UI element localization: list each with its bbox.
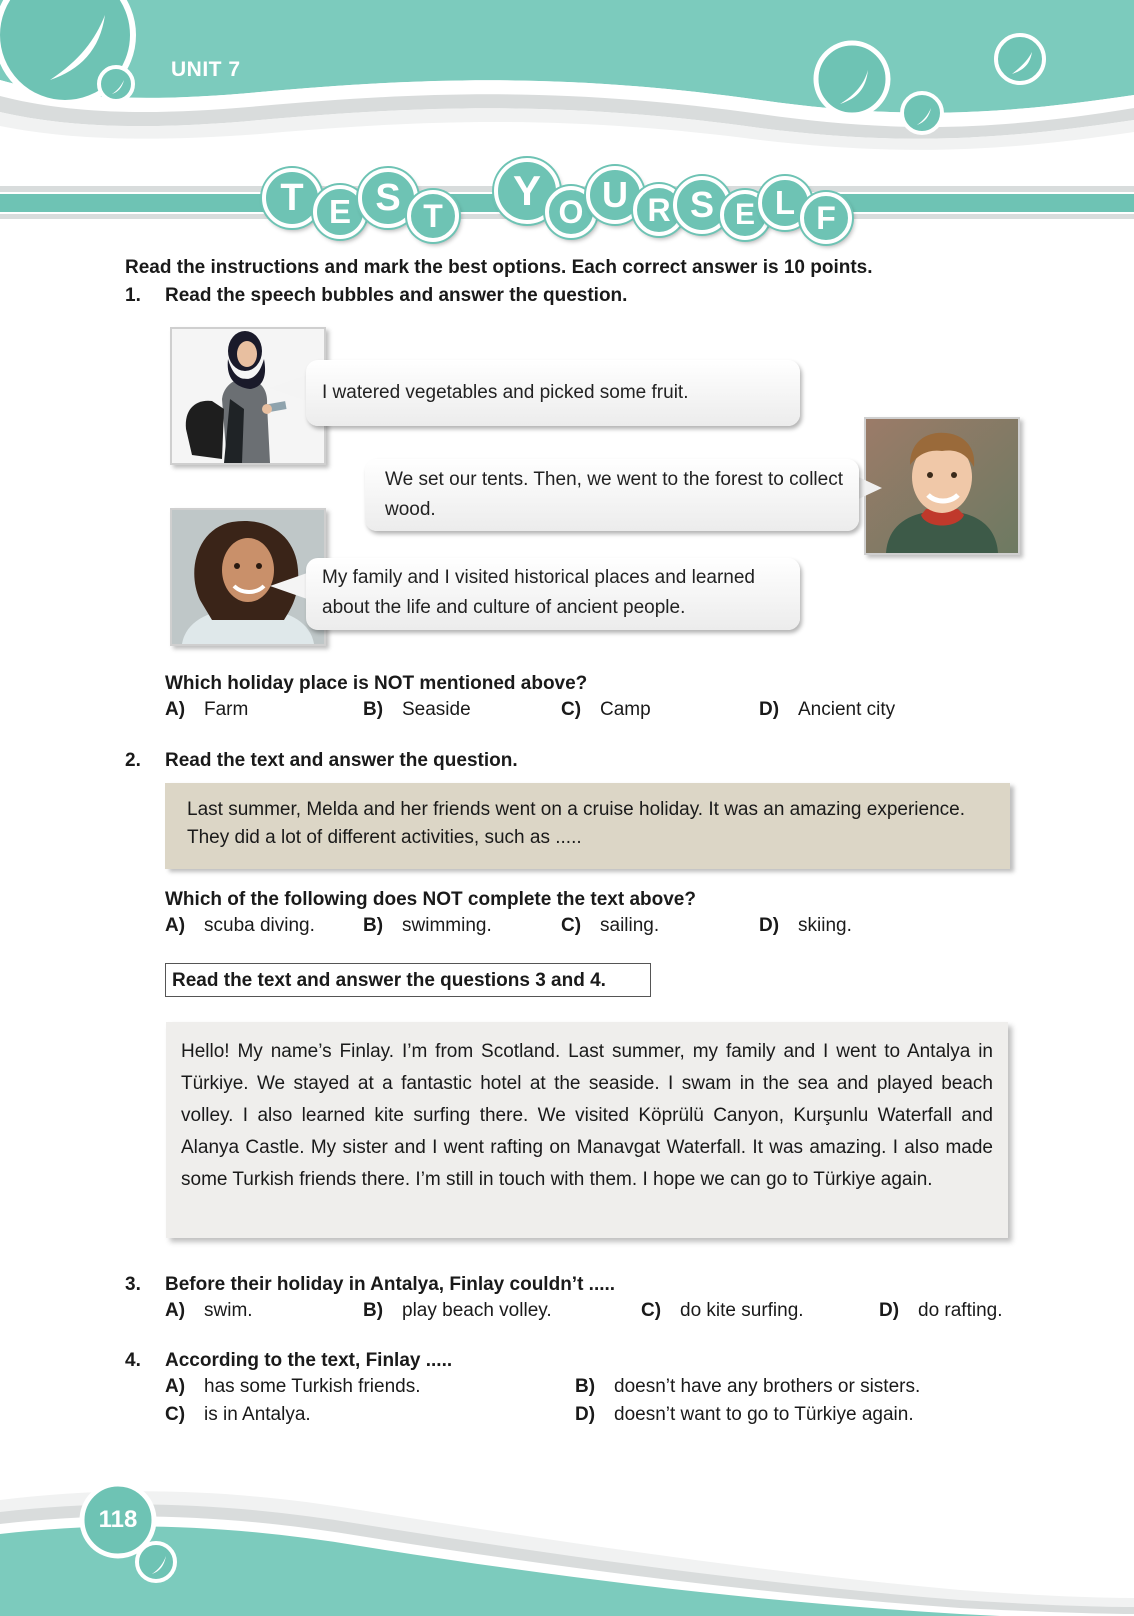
speech-bubble-1-text: I watered vegetables and picked some fruit.: [322, 382, 689, 403]
q2-option-a-letter[interactable]: A): [165, 915, 186, 936]
q4-option-c[interactable]: is in Antalya.: [204, 1404, 311, 1425]
q1-question: Which holiday place is NOT mentioned above?: [165, 673, 588, 694]
q2-option-d[interactable]: skiing.: [798, 915, 852, 936]
q1-option-d[interactable]: Ancient city: [798, 699, 896, 720]
q4-option-a[interactable]: has some Turkish friends.: [204, 1376, 421, 1397]
q3-number: 3.: [125, 1274, 141, 1295]
speech-bubble-3-text: My family and I visited historical places and learned about the life and culture of ancient people.: [322, 567, 755, 618]
title-letter: Y: [494, 158, 560, 224]
q1-option-b-letter[interactable]: B): [363, 699, 384, 720]
title-letter: T: [262, 168, 322, 228]
q2-passage-box: [165, 783, 1010, 869]
speech-bubble-2: [365, 459, 859, 531]
q3-option-b[interactable]: play beach volley.: [402, 1300, 552, 1321]
q4-option-b[interactable]: doesn’t have any brothers or sisters.: [614, 1376, 921, 1397]
q1-option-c-letter[interactable]: C): [561, 699, 582, 720]
q1-option-b[interactable]: Seaside: [402, 699, 471, 720]
instructions: Read the instructions and mark the best options. Each correct answer is 10 points.: [125, 257, 873, 278]
reading-passage-box: [166, 1022, 1008, 1238]
q4-option-b-letter[interactable]: B): [575, 1376, 596, 1397]
title-letter: U: [586, 166, 644, 224]
title-letter: T: [407, 190, 459, 242]
q1-option-a[interactable]: Farm: [204, 699, 249, 720]
q2-prompt: Read the text and answer the question.: [165, 750, 518, 771]
q1-option-a-letter[interactable]: A): [165, 699, 186, 720]
q1-prompt: Read the speech bubbles and answer the question.: [165, 285, 628, 306]
q1-option-d-letter[interactable]: D): [759, 699, 780, 720]
q4-option-d[interactable]: doesn’t want to go to Türkiye again.: [614, 1404, 914, 1425]
title-letter: L: [758, 176, 812, 230]
q2-number: 2.: [125, 750, 141, 771]
q2-option-d-letter[interactable]: D): [759, 915, 780, 936]
title-letter: E: [720, 190, 770, 240]
speech-bubble-1: [306, 360, 800, 426]
q3-option-a-letter[interactable]: A): [165, 1300, 186, 1321]
title-letter: S: [673, 176, 731, 234]
q4-option-c-letter[interactable]: C): [165, 1404, 186, 1425]
page-number: 118: [98, 1506, 138, 1533]
q3-question: Before their holiday in Antalya, Finlay couldn’t .....: [165, 1274, 616, 1295]
q2-question: Which of the following does NOT complete the text above?: [165, 889, 696, 910]
q2-option-a[interactable]: scuba diving.: [204, 915, 315, 936]
reading-instruction-box: Read the text and answer the questions 3 and 4.: [165, 963, 651, 997]
q1-number: 1.: [125, 285, 141, 306]
q4-number: 4.: [125, 1350, 141, 1371]
q4-option-a-letter[interactable]: A): [165, 1376, 186, 1397]
speech-bubble-3: [306, 558, 800, 630]
q3-option-b-letter[interactable]: B): [363, 1300, 384, 1321]
q2-option-b-letter[interactable]: B): [363, 915, 384, 936]
q1-option-c[interactable]: Camp: [600, 699, 651, 720]
photo-boy: [864, 417, 1020, 555]
title-letter: F: [800, 192, 852, 244]
q4-question: According to the text, Finlay .....: [165, 1350, 453, 1371]
unit-label: UNIT 7: [171, 58, 241, 81]
q3-option-d[interactable]: do rafting.: [918, 1300, 1003, 1321]
q3-option-c-letter[interactable]: C): [641, 1300, 662, 1321]
q4-options: [0, 1376, 1134, 1432]
title-letter: R: [633, 184, 685, 236]
footer-banner: [0, 1480, 1134, 1616]
q3-option-c[interactable]: do kite surfing.: [680, 1300, 804, 1321]
reading-passage: Hello! My name’s Finlay. I’m from Scotland. Last summer, my family and I went to Antalya in Türkiye. We stayed at a fantastic hotel at the seaside. I swam in the sea and played beach volley. I also learned kite surfing there. We visited Köprülü Canyon, Kurşunlu Waterfall and Alanya Castle. My sister and I went rafting on Manavgat Waterfall. It was amazing. I also made some Turkish friends there. I’m still in touch with them. I hope we can go to Türkiye again.: [181, 1041, 993, 1190]
q3-option-a[interactable]: swim.: [204, 1300, 253, 1321]
q3-options: [0, 1300, 1134, 1326]
q4-option-d-letter[interactable]: D): [575, 1404, 596, 1425]
title-letter: O: [545, 186, 597, 238]
bubble-3-tail: [270, 568, 310, 604]
q2-options: [0, 915, 1134, 941]
q2-option-b[interactable]: swimming.: [402, 915, 492, 936]
q3-option-d-letter[interactable]: D): [879, 1300, 900, 1321]
q2-passage: Last summer, Melda and her friends went on a cruise holiday. It was an amazing experience. They did a lot of different activities, such as .....: [187, 799, 965, 848]
title-letter: E: [313, 185, 367, 239]
q2-option-c[interactable]: sailing.: [600, 915, 660, 936]
title-letter: S: [358, 168, 418, 228]
page-title: [0, 0, 1134, 260]
q2-option-c-letter[interactable]: C): [561, 915, 582, 936]
speech-bubble-2-text: We set our tents. Then, we went to the forest to collect wood.: [385, 469, 843, 520]
q1-options: [0, 699, 1134, 725]
bubble-1-tail: [270, 370, 310, 406]
